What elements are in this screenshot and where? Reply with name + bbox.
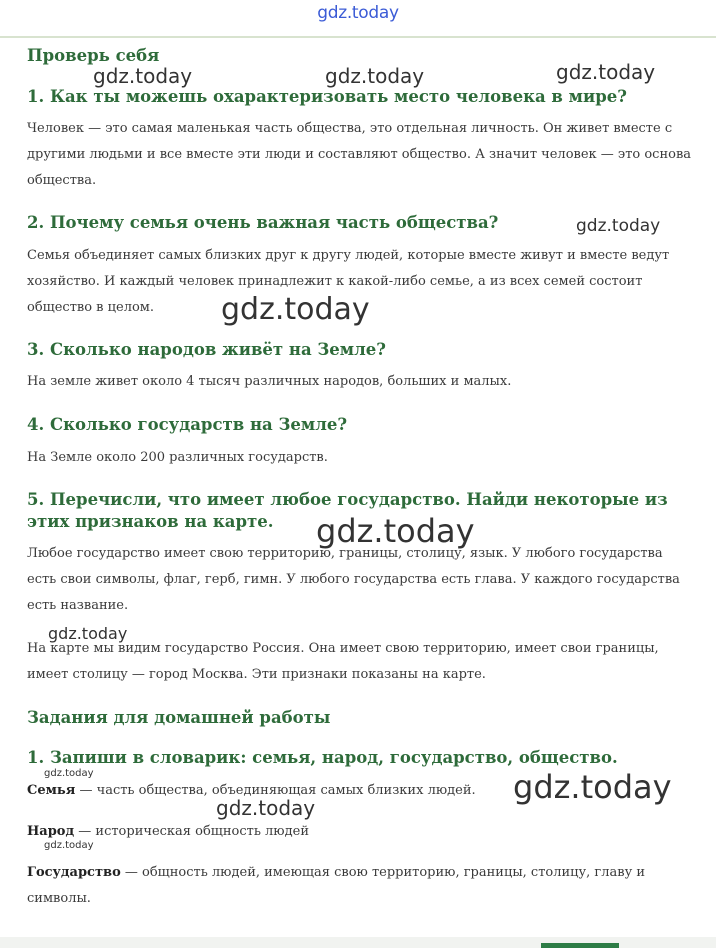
task-1: 1. Запиши в словарик: семья, народ, государство, общество. bbox=[27, 748, 618, 767]
definition-term: Семья bbox=[27, 783, 76, 798]
section-title-check: Проверь себя bbox=[27, 46, 160, 65]
watermark: gdz.today bbox=[216, 796, 316, 820]
question-2: 2. Почему семья очень важная часть общества? bbox=[27, 213, 499, 232]
watermark: gdz.today bbox=[513, 768, 672, 806]
definition-term: Государство bbox=[27, 865, 121, 880]
header-divider bbox=[0, 36, 716, 38]
watermark: gdz.today bbox=[221, 292, 370, 327]
watermark: gdz.today bbox=[316, 512, 475, 550]
question-5: 5. Перечисли, что имеет любое государство. Найди некоторые из этих признаков на карте. bbox=[27, 490, 668, 531]
answer-4: На Земле около 200 различных государств. bbox=[27, 450, 328, 465]
definition-text: — часть общества, объединяющая самых близких людей. bbox=[75, 783, 476, 798]
definition-text: — историческая общность людей bbox=[74, 824, 309, 839]
watermark: gdz.today bbox=[325, 64, 425, 88]
site-logo[interactable]: gdz.today bbox=[317, 3, 399, 23]
answer-5-paragraph-1: Любое государство имеет свою территорию, границы, столицу, язык. У любого государства есть свои символы, флаг, герб, гимн. У любого государства есть глава. У каждого государства есть название. bbox=[27, 546, 680, 613]
bottom-action-button[interactable] bbox=[541, 943, 619, 948]
definition-state bbox=[27, 860, 692, 912]
section-title-homework: Задания для домашней работы bbox=[27, 708, 331, 727]
definition-family bbox=[27, 778, 692, 804]
definition-people bbox=[27, 819, 692, 845]
watermark: gdz.today bbox=[556, 60, 656, 84]
answer-2: Семья объединяет самых близких друг к другу людей, которые вместе живут и вместе ведут хозяйство. И каждый человек принадлежит к какой-либо семье, а из всех семей состоит общество в целом. bbox=[27, 248, 670, 315]
definition-text: — общность людей, имеющая свою территорию, границы, столицу, главу и символы. bbox=[27, 865, 646, 906]
definition-term: Народ bbox=[27, 824, 75, 839]
answer-5-paragraph-2: На карте мы видим государство Россия. Она имеет свою территорию, имеет свои границы, имеет столицу — город Москва. Эти признаки показаны на карте. bbox=[27, 641, 659, 682]
question-3: 3. Сколько народов живёт на Земле? bbox=[27, 340, 386, 359]
watermark: gdz.today bbox=[44, 840, 94, 851]
site-header bbox=[0, 0, 716, 37]
watermark: gdz.today bbox=[44, 768, 94, 779]
watermark: gdz.today bbox=[93, 64, 193, 88]
watermark: gdz.today bbox=[576, 216, 661, 236]
question-1: 1. Как ты можешь охарактеризовать место человека в мире? bbox=[27, 87, 627, 106]
question-4: 4. Сколько государств на Земле? bbox=[27, 415, 347, 434]
watermark: gdz.today bbox=[48, 624, 128, 643]
answer-3: На земле живет около 4 тысяч различных народов, больших и малых. bbox=[27, 374, 512, 389]
answer-1: Человек — это самая маленькая часть общества, это отдельная личность. Он живет вместе с другими людьми и все вместе эти люди и составляют общество. А значит человек — это основа общества. bbox=[27, 121, 692, 188]
